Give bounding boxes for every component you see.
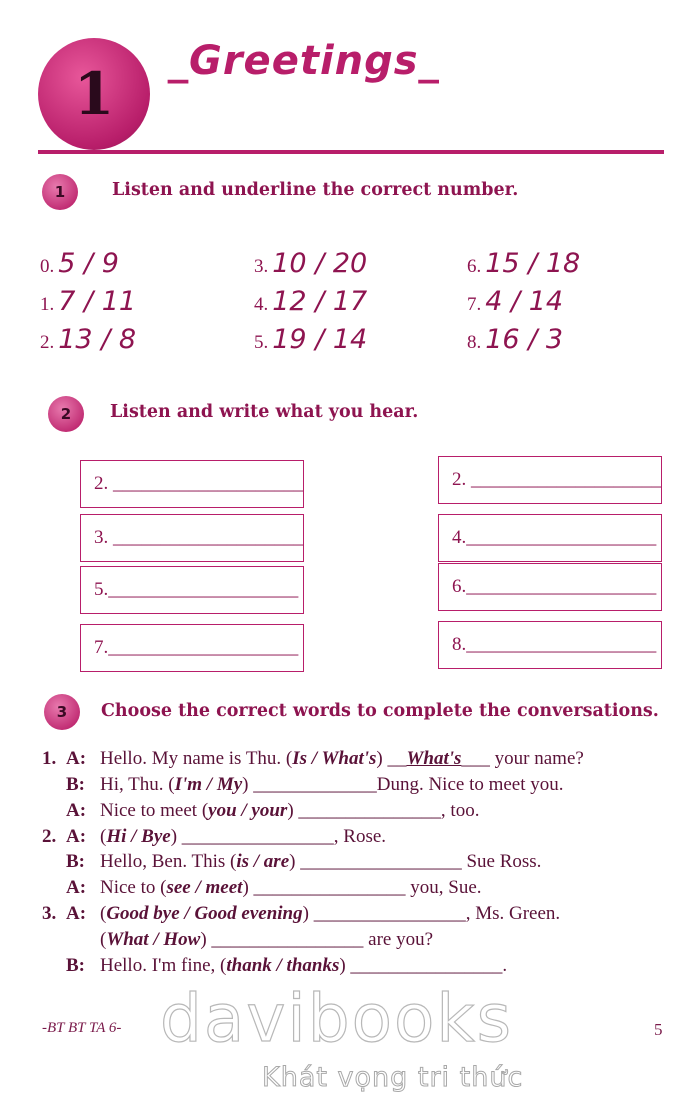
speaker-label: B:	[66, 774, 85, 795]
exercise-1-number: 1	[54, 183, 66, 201]
number-item	[40, 286, 136, 317]
unit-number: 1	[73, 60, 115, 128]
example-answer: What's	[406, 748, 462, 769]
exercise-3-title: Choose the correct words to complete the conversations.	[101, 701, 659, 721]
answer-box[interactable]	[80, 566, 304, 614]
exercise-3-badge	[44, 694, 80, 730]
speaker-label: A:	[66, 903, 87, 924]
exercise-2-number: 2	[60, 405, 72, 423]
answer-line: 3. ____________________	[94, 527, 303, 548]
line-text: Hello. My name is Thu. (	[100, 748, 293, 769]
word-options: What / How	[106, 929, 201, 950]
number-index: 2.	[40, 332, 55, 353]
word-options: see / meet	[166, 877, 243, 898]
line-text: ) _______________, too.	[287, 800, 480, 821]
speaker-label: B:	[66, 851, 85, 872]
number-item	[467, 324, 563, 355]
answer-line: 8.____________________	[452, 634, 657, 655]
line-text: ) __	[376, 748, 407, 769]
line-text: (	[100, 826, 107, 847]
number-item	[467, 286, 563, 317]
conversation-number: 3.	[42, 903, 57, 924]
line-text: Hello. I'm fine, (	[100, 955, 227, 976]
conversation-line	[42, 849, 541, 875]
line-text: ) ________________.	[339, 955, 508, 976]
speaker-label: B:	[66, 955, 85, 976]
exercise-3-number: 3	[56, 703, 68, 721]
line-text: Nice to meet (	[100, 800, 209, 821]
line-text: (	[100, 929, 107, 950]
number-item	[40, 248, 119, 279]
word-options: Good bye / Good evening	[106, 903, 303, 924]
line-text: Hi, Thu. (	[100, 774, 175, 795]
line-text: Nice to (	[100, 877, 167, 898]
number-pair: 12 / 17	[272, 286, 368, 317]
number-index: 0.	[40, 256, 55, 277]
line-text: ___ your name?	[461, 748, 584, 769]
word-options: thank / thanks	[226, 955, 340, 976]
number-pair: 10 / 20	[272, 248, 368, 279]
answer-box[interactable]	[80, 460, 304, 508]
word-options: Is / What's	[292, 748, 377, 769]
unit-number-badge	[38, 38, 150, 150]
unit-title: _Greetings_	[168, 38, 440, 84]
conversation-line	[42, 875, 482, 901]
number-pair: 19 / 14	[272, 324, 368, 355]
conversation-number: 2.	[42, 826, 57, 847]
number-pair: 7 / 11	[58, 286, 137, 317]
number-pair: 15 / 18	[485, 248, 581, 279]
conversation-number: 1.	[42, 748, 57, 769]
number-pair: 5 / 9	[58, 248, 119, 279]
number-index: 5.	[254, 332, 269, 353]
number-index: 6.	[467, 256, 482, 277]
answer-line: 2. ____________________	[94, 473, 303, 494]
exercise-1-title: Listen and underline the correct number.	[112, 180, 519, 200]
number-index: 7.	[467, 294, 482, 315]
number-pair: 4 / 14	[485, 286, 564, 317]
number-pair: 13 / 8	[58, 324, 137, 355]
number-item	[467, 248, 580, 279]
exercise-1-badge	[42, 174, 78, 210]
conversation-line	[42, 772, 564, 798]
page-number: 5	[654, 1020, 663, 1039]
answer-line: 4.____________________	[452, 527, 657, 548]
line-text: ) _________________ Sue Ross.	[289, 851, 542, 872]
line-text: ) ________________ you, Sue.	[242, 877, 482, 898]
number-index: 3.	[254, 256, 269, 277]
line-text: ) ________________, Rose.	[170, 826, 387, 847]
conversation-line	[42, 824, 386, 850]
word-options: is / are	[236, 851, 290, 872]
exercise-2-title: Listen and write what you hear.	[110, 402, 419, 422]
word-options: you / your	[208, 800, 288, 821]
conversation-line	[42, 901, 560, 927]
answer-box[interactable]	[438, 456, 662, 504]
number-item	[254, 248, 367, 279]
word-options: Hi / Bye	[106, 826, 171, 847]
line-text: (	[100, 903, 107, 924]
number-item	[40, 324, 136, 355]
number-index: 4.	[254, 294, 269, 315]
answer-line: 2. ____________________	[452, 469, 661, 490]
line-text: ) _____________Dung. Nice to meet you.	[242, 774, 564, 795]
number-index: 1.	[40, 294, 55, 315]
answer-line: 6.____________________	[452, 576, 657, 597]
word-options: I'm / My	[174, 774, 243, 795]
answer-box[interactable]	[438, 621, 662, 669]
answer-box[interactable]	[80, 514, 304, 562]
number-index: 8.	[467, 332, 482, 353]
header-divider	[38, 150, 664, 154]
answer-box[interactable]	[438, 514, 662, 562]
watermark-slogan: Khát vọng tri thức	[262, 1062, 524, 1093]
conversation-line	[42, 798, 479, 824]
conversation-line	[42, 927, 433, 953]
answer-box[interactable]	[80, 624, 304, 672]
speaker-label: A:	[66, 877, 87, 898]
footer-code: -BT BT TA 6-	[42, 1020, 122, 1036]
conversation-line	[42, 746, 584, 772]
line-text: ) ________________ are you?	[200, 929, 434, 950]
answer-box[interactable]	[438, 563, 662, 611]
number-pair: 16 / 3	[485, 324, 564, 355]
answer-line: 5.____________________	[94, 579, 299, 600]
speaker-label: A:	[66, 800, 87, 821]
speaker-label: A:	[66, 748, 87, 769]
number-item	[254, 324, 367, 355]
conversation-line	[42, 953, 507, 979]
number-item	[254, 286, 367, 317]
line-text: ) ________________, Ms. Green.	[302, 903, 561, 924]
exercise-2-badge	[48, 396, 84, 432]
watermark-brand: davibooks	[160, 980, 513, 1057]
answer-line: 7.____________________	[94, 637, 299, 658]
conversation-block	[42, 746, 682, 986]
speaker-label: A:	[66, 826, 87, 847]
line-text: Hello, Ben. This (	[100, 851, 237, 872]
